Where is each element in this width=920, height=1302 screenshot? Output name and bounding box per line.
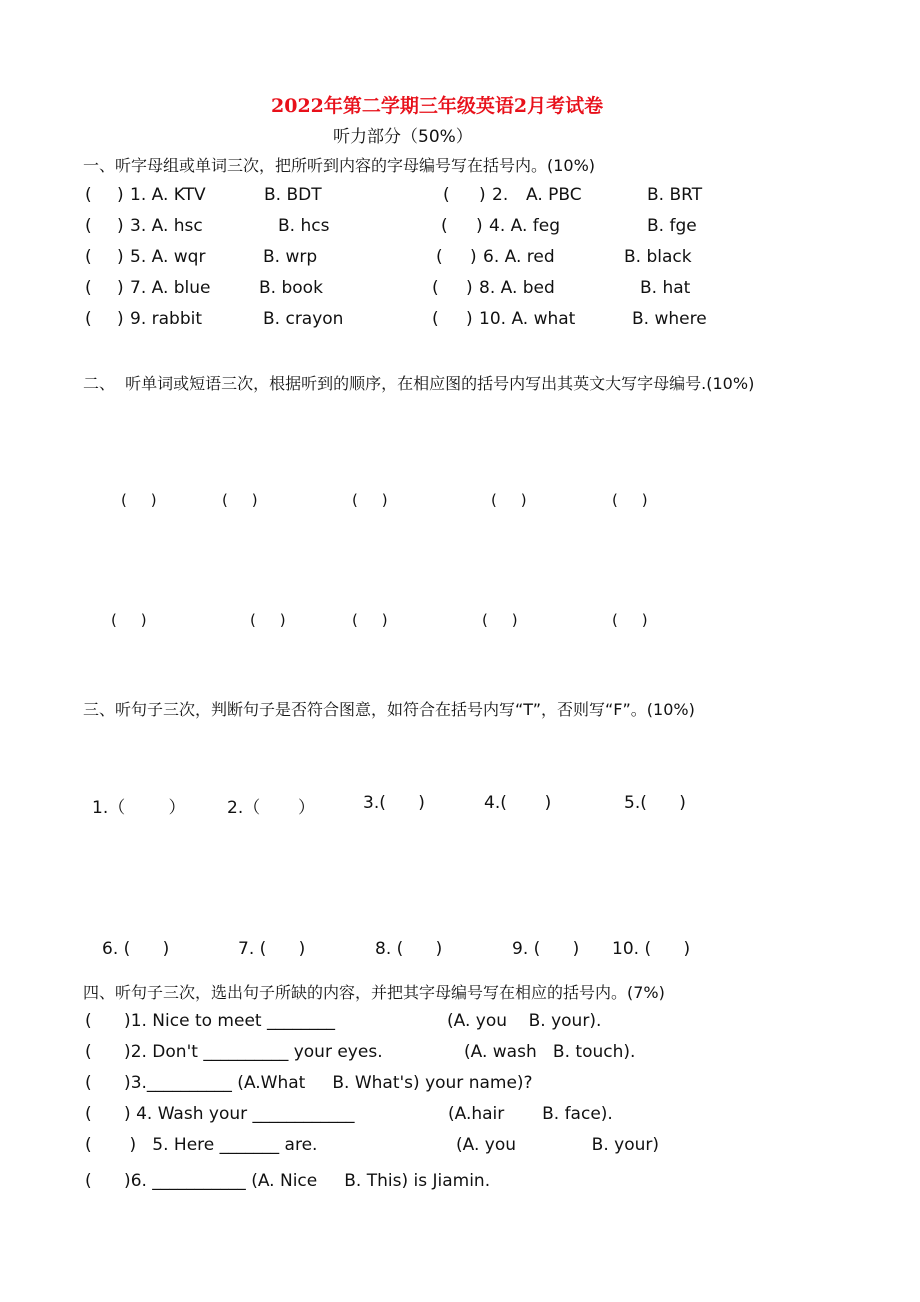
fill-blank-options: (A.hair B. face). [448, 1104, 613, 1124]
section-2-heading: 二、 听单词或短语三次，根据听到的顺序，在相应图的括号内写出其英文大写字母编号.(10%) [83, 374, 755, 393]
picture-answer-bracket[interactable]: ( ) [222, 491, 258, 509]
answer-paren-open[interactable]: ( [432, 309, 439, 329]
answer-paren-close: ) [117, 216, 124, 236]
picture-answer-bracket[interactable]: ( ) [612, 491, 648, 509]
answer-paren-close: ) [117, 185, 124, 205]
answer-paren-close: ) [466, 309, 473, 329]
answer-paren-open[interactable]: ( [85, 216, 92, 236]
option-b: B. hcs [278, 216, 330, 236]
question-text: 10. A. what [479, 309, 576, 329]
answer-paren-open[interactable]: ( [443, 185, 450, 205]
section-1-heading: 一、听字母组或单词三次，把所听到内容的字母编号写在括号内。(10%) [83, 156, 596, 175]
answer-paren-open[interactable]: ( [85, 278, 92, 298]
answer-paren-open[interactable]: ( [441, 216, 448, 236]
question-text: 7. A. blue [130, 278, 211, 298]
tf-answer-slot[interactable]: 5.( ) [624, 793, 686, 813]
answer-paren-close: ) [479, 185, 486, 205]
answer-paren-open[interactable]: ( [85, 247, 92, 267]
option-b: B. BDT [264, 185, 322, 205]
question-text: 3. A. hsc [130, 216, 203, 236]
picture-answer-bracket[interactable]: ( ) [111, 611, 147, 629]
tf-answer-slot[interactable]: 4.( ) [484, 793, 552, 813]
option-b: B. black [624, 247, 692, 267]
question-text: 4. A. feg [489, 216, 560, 236]
fill-blank-question[interactable]: ( ) 4. Wash your ____________ [85, 1104, 355, 1124]
tf-answer-slot[interactable]: 6. ( ) [102, 939, 170, 959]
question-text: 9. rabbit [130, 309, 203, 329]
answer-paren-close: ) [117, 247, 124, 267]
option-b: B. book [259, 278, 323, 298]
option-b: B. where [632, 309, 707, 329]
picture-answer-bracket[interactable]: ( ) [612, 611, 648, 629]
picture-answer-bracket[interactable]: ( ) [482, 611, 518, 629]
fill-blank-question[interactable]: ( ) 5. Here _______ are. [85, 1135, 318, 1155]
fill-blank-options: (A. you B. your). [447, 1011, 602, 1031]
picture-answer-bracket[interactable]: ( ) [352, 611, 388, 629]
tf-answer-slot[interactable]: 3.( ) [363, 793, 425, 813]
fill-blank-question[interactable]: ( )2. Don't __________ your eyes. [85, 1042, 383, 1062]
picture-answer-bracket[interactable]: ( ) [352, 491, 388, 509]
option-b: B. BRT [647, 185, 703, 205]
answer-paren-open[interactable]: ( [432, 278, 439, 298]
answer-paren-open[interactable]: ( [85, 185, 92, 205]
option-a: A. PBC [526, 185, 582, 205]
tf-answer-slot[interactable]: 7. ( ) [238, 939, 306, 959]
answer-paren-open[interactable]: ( [85, 309, 92, 329]
answer-paren-close: ) [466, 278, 473, 298]
tf-answer-slot[interactable]: 10. ( ) [612, 939, 691, 959]
option-b: B. fge [647, 216, 697, 236]
picture-answer-bracket[interactable]: ( ) [491, 491, 527, 509]
tf-answer-slot[interactable]: 8. ( ) [375, 939, 443, 959]
listening-subtitle: 听力部分（50%） [333, 127, 473, 147]
fill-blank-question[interactable]: ( )1. Nice to meet ________ [85, 1011, 335, 1031]
fill-blank-options: (A. you B. your) [456, 1135, 659, 1155]
answer-paren-open[interactable]: ( [436, 247, 443, 267]
question-text: 2. [492, 185, 509, 205]
answer-paren-close: ) [117, 278, 124, 298]
option-b: B. wrp [263, 247, 318, 267]
picture-answer-bracket[interactable]: ( ) [121, 491, 157, 509]
question-text: 5. A. wqr [130, 247, 206, 267]
fill-blank-options: (A. wash B. touch). [464, 1042, 636, 1062]
tf-answer-slot[interactable]: 9. ( ) [512, 939, 580, 959]
answer-paren-close: ) [476, 216, 483, 236]
option-b: B. crayon [263, 309, 344, 329]
picture-answer-bracket[interactable]: ( ) [250, 611, 286, 629]
fill-blank-question[interactable]: ( )3.__________ (A.What B. What's) your name)? [85, 1073, 533, 1093]
section-4-heading: 四、听句子三次，选出句子所缺的内容，并把其字母编号写在相应的括号内。(7%) [83, 983, 665, 1002]
option-b: B. hat [640, 278, 691, 298]
question-text: 1. A. KTV [130, 185, 206, 205]
section-3-heading: 三、听句子三次，判断句子是否符合图意，如符合在括号内写“T”，否则写“F”。(10%) [83, 700, 695, 719]
tf-answer-slot[interactable]: 1.（ ） [92, 798, 186, 818]
tf-answer-slot[interactable]: 2.（ ） [227, 798, 316, 818]
answer-paren-close: ) [470, 247, 477, 267]
page-title: 2022年第二学期三年级英语2月考试卷 [271, 95, 604, 117]
answer-paren-close: ) [117, 309, 124, 329]
question-text: 6. A. red [483, 247, 555, 267]
question-text: 8. A. bed [479, 278, 555, 298]
fill-blank-question[interactable]: ( )6. ___________ (A. Nice B. This) is Jiamin. [85, 1171, 491, 1191]
